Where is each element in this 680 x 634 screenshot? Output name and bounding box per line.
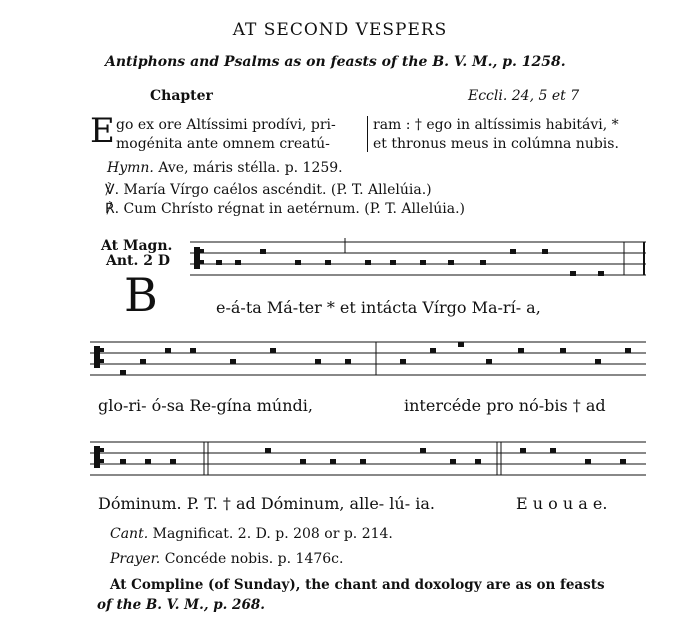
chapter-title: Chapter [150, 88, 213, 104]
response-line [105, 201, 465, 217]
antiphon-label-2: Ant. 2 D [106, 253, 171, 269]
column-divider [367, 116, 368, 152]
subheading: Antiphons and Psalms as on feasts of the B. V. M., p. 1258. [105, 54, 566, 70]
chapter-right-line-2: et thronus meus in colúmna nubis. [373, 136, 619, 152]
prayer-text: Concéde nobis. p. 1476c. [164, 551, 344, 567]
hymn-label: Hymn. [107, 160, 154, 176]
antiphon-lyrics-1: e-á-ta Má-ter * et intácta Vírgo Ma-rí- a, [216, 298, 541, 317]
chant-staff-2 [90, 338, 646, 386]
antiphon-lyrics-2b: intercéde pro nó-bis † ad [404, 396, 606, 415]
compline-line-2: of the B. V. M., p. 268. [97, 597, 265, 613]
antiphon-initial: B [124, 268, 158, 322]
antiphon-lyrics-2a: glo-ri- ó-sa Re-gína múndi, [98, 396, 313, 415]
canticle-line [110, 526, 393, 542]
canticle-text: Magnificat. 2. D. p. 208 or p. 214. [152, 526, 393, 542]
chant-staff-1 [190, 238, 646, 288]
canticle-label: Cant. [110, 526, 149, 542]
chapter-left-line-2: mogénita ante omnem creatú- [116, 136, 330, 152]
versicle-line [105, 182, 432, 198]
hymn-line [107, 160, 343, 176]
page-heading: AT SECOND VESPERS [232, 20, 448, 40]
chapter-right-line-1: ram : † ego in altíssimis habitávi, * [373, 117, 619, 133]
chapter-reference: Eccli. 24, 5 et 7 [468, 88, 580, 104]
versicle-symbol: ℣. [105, 182, 120, 198]
chant-staff-3 [90, 438, 646, 486]
response-text: Cum Chrísto régnat in aetérnum. (P. T. Allelúia.) [123, 201, 466, 217]
antiphon-lyrics-3b: E u o u a e. [516, 494, 608, 513]
prayer-line [110, 551, 343, 567]
antiphon-lyrics-3a: Dóminum. P. T. † ad Dóminum, alle- lú- ia. [98, 494, 435, 513]
antiphon-label-1: At Magn. [101, 238, 173, 254]
compline-line-1: At Compline (of Sunday), the chant and doxology are as on feasts [110, 577, 605, 593]
response-symbol: ℟. [105, 201, 120, 217]
chapter-initial: E [90, 111, 115, 151]
prayer-label: Prayer. [110, 551, 161, 567]
chapter-left-line-1: go ex ore Altíssimi prodívi, pri- [116, 117, 336, 133]
hymn-text: Ave, máris stélla. p. 1259. [158, 160, 343, 176]
versicle-text: María Vírgo caélos ascéndit. (P. T. Allelúia.) [123, 182, 432, 198]
